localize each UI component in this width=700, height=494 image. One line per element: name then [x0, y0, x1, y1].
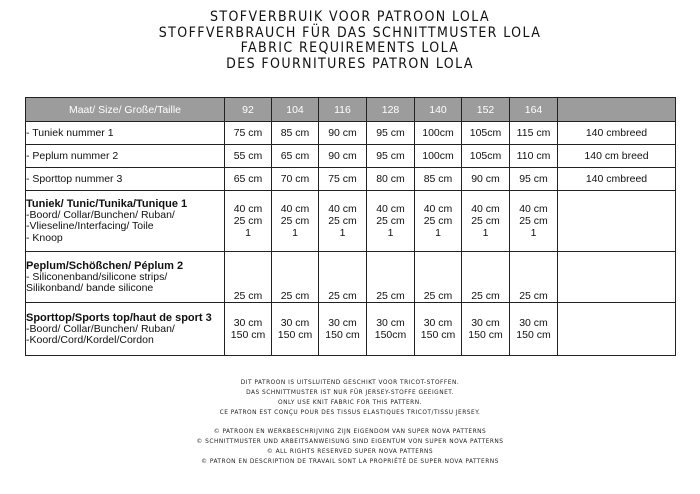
- footer-note: DAS SCHNITTMUSTER IST NUR FÜR JERSEY-STOFFE GEEIGNET.: [246, 388, 454, 396]
- cord-length: 150 cm: [420, 329, 456, 341]
- collar-length: 30 cm: [423, 317, 453, 329]
- sporttop-trims-line: -Boord/ Collar/Bunchen/ Ruban/: [26, 322, 175, 335]
- size-value: 55 cm: [225, 145, 272, 168]
- size-value: 110 cm: [510, 145, 558, 168]
- fabric-width: 140 cmbreed: [558, 122, 676, 145]
- size-value: 65 cm: [272, 145, 319, 168]
- size-header: 92: [225, 98, 272, 122]
- silicone-length: 25 cm: [462, 252, 510, 303]
- size-value: 65 cm: [225, 168, 272, 191]
- footer-note: ONLY USE KNIT FABRIC FOR THIS PATTERN.: [278, 398, 422, 406]
- sporttop-trims-label: [26, 303, 225, 356]
- table-row: [26, 168, 676, 191]
- collar-length: 40 cm: [423, 203, 453, 215]
- size-value: 90 cm: [462, 168, 510, 191]
- tunic-trims-cell: [415, 191, 462, 252]
- empty-cell: [558, 303, 676, 356]
- sporttop-trims-cell: [272, 303, 319, 356]
- size-value: 95 cm: [510, 168, 558, 191]
- footer-note: DIT PATROON IS UITSLUITEND GESCHIKT VOOR TRICOT-STOFFEN.: [240, 378, 460, 386]
- copyright-line: © PATROON EN WERKBESCHRIJVING ZIJN EIGENDOM VAN SUPER NOVA PATTERNS: [213, 427, 487, 435]
- size-value: 105cm: [462, 145, 510, 168]
- size-value: 100cm: [415, 145, 462, 168]
- sporttop-trims-cell: [319, 303, 367, 356]
- peplum-trims-label: [26, 252, 225, 303]
- sporttop-trims-cell: [367, 303, 415, 356]
- sporttop-trims-cell: [225, 303, 272, 356]
- button-count: 1: [530, 227, 537, 239]
- sporttop-trims-cell: [462, 303, 510, 356]
- silicone-length: 25 cm: [510, 252, 558, 303]
- row-label: - Tuniek nummer 1: [26, 122, 225, 145]
- size-value: 70 cm: [272, 168, 319, 191]
- collar-length: 40 cm: [280, 203, 310, 215]
- size-value: 105cm: [462, 122, 510, 145]
- silicone-length: 25 cm: [225, 252, 272, 303]
- size-value: 85 cm: [415, 168, 462, 191]
- silicone-length: 25 cm: [319, 252, 367, 303]
- button-count: 1: [292, 227, 298, 239]
- cord-length: 150 cm: [230, 329, 266, 341]
- empty-cell: [558, 191, 676, 252]
- tunic-trims-cell: [510, 191, 558, 252]
- interfacing-length: 25 cm: [328, 215, 357, 227]
- title-english: FABRIC REQUIREMENTS LOLA: [240, 40, 460, 56]
- button-count: 1: [245, 227, 251, 239]
- size-value: 75 cm: [225, 122, 272, 145]
- title-dutch: STOFVERBRUIK VOOR PATROON LOLA: [210, 9, 490, 25]
- size-value: 95 cm: [367, 122, 415, 145]
- peplum-trims-line: Silikonband/ bande silicone: [26, 282, 154, 294]
- size-value: 90 cm: [319, 145, 367, 168]
- tunic-trims-cell: [225, 191, 272, 252]
- collar-length: 30 cm: [280, 317, 310, 329]
- collar-length: 30 cm: [376, 317, 405, 329]
- copyright-line: © PATRON EN DESCRIPTION DE TRAVAIL SONT LA PROPRIÉTÉ DE SUPER NOVA PATTERNS: [201, 457, 499, 465]
- size-header: 116: [319, 98, 367, 122]
- header-row: [26, 98, 676, 122]
- sporttop-trims-title: Sporttop/Sports top/haut de sport 3: [26, 311, 212, 324]
- table-row: [26, 145, 676, 168]
- size-value: 75 cm: [319, 168, 367, 191]
- tunic-trims-cell: [367, 191, 415, 252]
- fabric-width: 140 cmbreed: [558, 168, 676, 191]
- button-count: 1: [435, 227, 441, 239]
- table-row: [26, 303, 676, 356]
- empty-cell: [558, 252, 676, 303]
- tunic-trims-label: [26, 191, 225, 252]
- collar-length: 40 cm: [519, 203, 548, 215]
- sporttop-trims-cell: [415, 303, 462, 356]
- table-row: [26, 252, 676, 303]
- tunic-trims-cell: [272, 191, 319, 252]
- interfacing-length: 25 cm: [233, 215, 263, 227]
- fabric-requirements-table: [25, 97, 676, 356]
- size-header: 152: [462, 98, 510, 122]
- size-value: 95 cm: [367, 145, 415, 168]
- size-header-label: Maat/ Size/ Große/Taille: [26, 98, 225, 122]
- silicone-length: 25 cm: [272, 252, 319, 303]
- size-header: 104: [272, 98, 319, 122]
- cord-length: 150 cm: [325, 329, 360, 341]
- cord-length: 150cm: [374, 329, 407, 341]
- button-count: 1: [482, 227, 489, 239]
- table-row: [26, 122, 676, 145]
- collar-length: 30 cm: [519, 317, 548, 329]
- button-count: 1: [339, 227, 346, 239]
- row-label: - Peplum nummer 2: [26, 145, 225, 168]
- interfacing-length: 25 cm: [423, 215, 453, 227]
- tunic-trims-title: Tuniek/ Tunic/Tunika/Tunique 1: [26, 197, 188, 210]
- copyright-line: © SCHNITTMUSTER UND ARBEITSANWEISUNG SIND EIGENTUM VON SUPER NOVA PATTERNS: [196, 437, 504, 445]
- peplum-trims-line: - Siliconenband/silicone strips/: [26, 270, 168, 283]
- size-header: 140: [415, 98, 462, 122]
- tunic-trims-line: -Boord/ Collar/Bunchen/ Ruban/: [26, 208, 175, 221]
- size-value: 115 cm: [510, 122, 558, 145]
- interfacing-length: 25 cm: [471, 215, 500, 227]
- collar-length: 30 cm: [471, 317, 500, 329]
- title-french: DES FOURNITURES PATRON LOLA: [226, 55, 474, 72]
- fabric-width: 140 cm breed: [558, 145, 676, 168]
- size-header: 164: [510, 98, 558, 122]
- size-value: 85 cm: [272, 122, 319, 145]
- size-value: 90 cm: [319, 122, 367, 145]
- title-block: [0, 10, 700, 72]
- tunic-trims-line: -Vlieseline/Interfacing/ Toile: [26, 220, 154, 233]
- size-value: 100cm: [415, 122, 462, 145]
- cord-length: 150 cm: [277, 329, 313, 341]
- extra-header: [558, 98, 676, 122]
- silicone-length: 25 cm: [367, 252, 415, 303]
- interfacing-length: 25 cm: [519, 215, 548, 227]
- interfacing-length: 25 cm: [376, 215, 405, 227]
- collar-length: 40 cm: [233, 203, 263, 215]
- copyright-line: © ALL RIGHTS RESERVED SUPER NOVA PATTERNS: [266, 447, 434, 455]
- peplum-trims-title: Peplum/Schößchen/ Péplum 2: [26, 259, 184, 272]
- title-german: STOFFVERBRAUCH FÜR DAS SCHNITTMUSTER LOLA: [158, 24, 542, 41]
- tunic-trims-cell: [462, 191, 510, 252]
- sporttop-trims-cell: [510, 303, 558, 356]
- silicone-length: 25 cm: [415, 252, 462, 303]
- button-count: 1: [387, 227, 394, 239]
- collar-length: 30 cm: [328, 317, 357, 329]
- size-value: 80 cm: [367, 168, 415, 191]
- cord-length: 150 cm: [516, 329, 551, 341]
- tunic-trims-line: - Knoop: [26, 231, 63, 244]
- row-label: - Sporttop nummer 3: [26, 168, 225, 191]
- size-header: 128: [367, 98, 415, 122]
- sporttop-trims-line: -Koord/Cord/Kordel/Cordon: [26, 334, 154, 346]
- tunic-trims-cell: [319, 191, 367, 252]
- collar-length: 40 cm: [376, 203, 405, 215]
- footer: [0, 377, 700, 466]
- cord-length: 150 cm: [468, 329, 503, 341]
- collar-length: 30 cm: [233, 317, 263, 329]
- table-row: [26, 191, 676, 252]
- interfacing-length: 25 cm: [280, 215, 310, 227]
- collar-length: 40 cm: [328, 203, 357, 215]
- footer-note: CE PATRON EST CONÇU POUR DES TISSUS ELASTIQUES TRICOT/TISSU JERSEY.: [219, 408, 481, 416]
- collar-length: 40 cm: [471, 203, 500, 215]
